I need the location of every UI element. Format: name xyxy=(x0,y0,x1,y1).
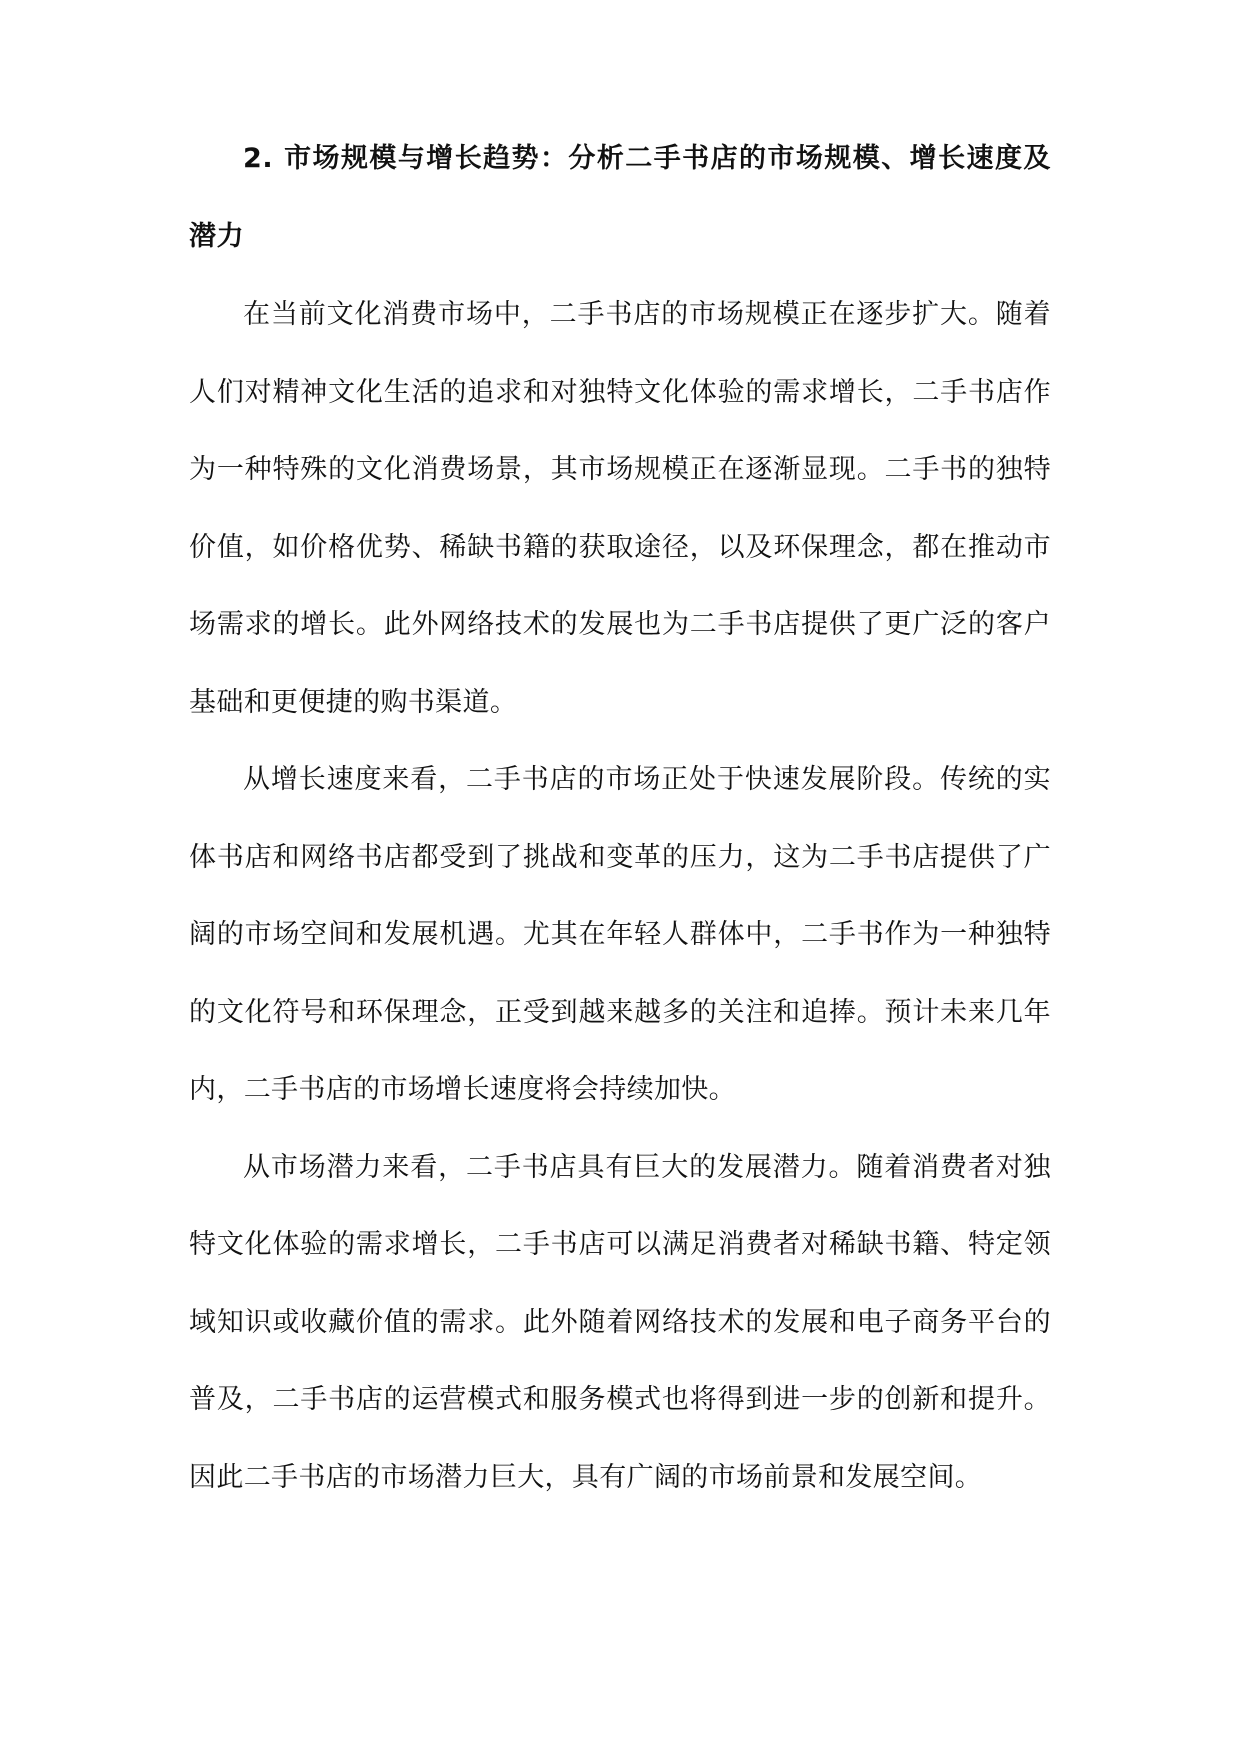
paragraph-market-size: 在当前文化消费市场中，二手书店的市场规模正在逐步扩大。随着人们对精神文化生活的追求和对独特文化体验的需求增长，二手书店作为一种特殊的文化消费场景，其市场规模正在逐渐显现。二手书的独特价值，如价格优势、稀缺书籍的获取途径，以及环保理念，都在推动市场需求的增长。此外网络技术的发展也为二手书店提供了更广泛的客户基础和更便捷的购书渠道。 xyxy=(189,299,1051,718)
paragraph-growth-speed: 从增长速度来看，二手书店的市场正处于快速发展阶段。传统的实体书店和网络书店都受到了挑战和变革的压力，这为二手书店提供了广阔的市场空间和发展机遇。尤其在年轻人群体中，二手书作为一种独特的文化符号和环保理念，正受到越来越多的关注和追捧。预计未来几年内，二手书店的市场增长速度将会持续加快。 xyxy=(189,764,1051,1105)
section-heading: 2. 市场规模与增长趋势：分析二手书店的市场规模、增长速度及潜力 xyxy=(189,143,1051,252)
document-page xyxy=(189,138,1051,1516)
paragraph-market-potential: 从市场潜力来看，二手书店具有巨大的发展潜力。随着消费者对独特文化体验的需求增长，二手书店可以满足消费者对稀缺书籍、特定领域知识或收藏价值的需求。此外随着网络技术的发展和电子商务平台的普及，二手书店的运营模式和服务模式也将得到进一步的创新和提升。因此二手书店的市场潜力巨大，具有广阔的市场前景和发展空间。 xyxy=(189,1151,1051,1493)
